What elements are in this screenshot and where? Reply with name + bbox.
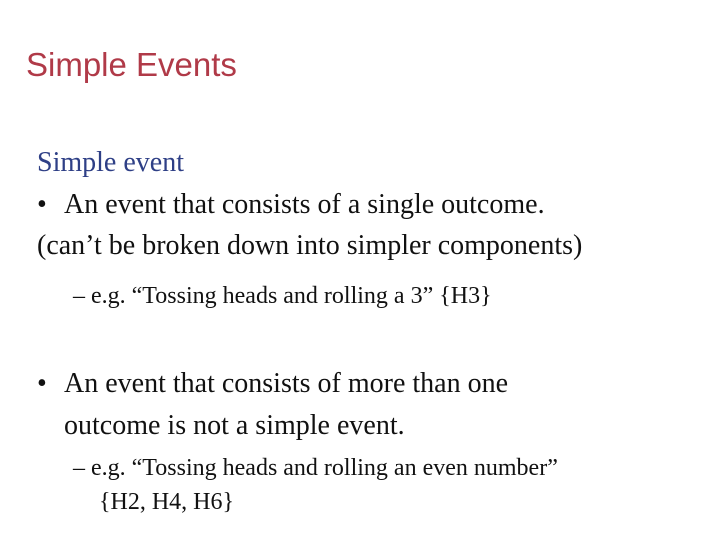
bullet-1-line-2: (can’t be broken down into simpler components) bbox=[37, 230, 583, 261]
bullet-2-example-line-1: – e.g. “Tossing heads and rolling an even number” bbox=[73, 455, 558, 481]
slide-title: Simple Events bbox=[26, 46, 237, 83]
bullet-2-line-2: outcome is not a simple event. bbox=[64, 410, 405, 441]
bullet-2-line-1 bbox=[37, 367, 508, 401]
bullet-1-line-1 bbox=[37, 188, 545, 222]
bullet-2-marker: • bbox=[37, 368, 47, 399]
bullet-1-example: – e.g. “Tossing heads and rolling a 3” {H3} bbox=[73, 283, 492, 309]
bullet-1-marker: • bbox=[37, 189, 47, 220]
bullet-2-text: An event that consists of more than one bbox=[64, 368, 509, 399]
section-heading: Simple event bbox=[37, 147, 184, 178]
bullet-1-text: An event that consists of a single outcome. bbox=[64, 189, 545, 220]
bullet-2-example-line-2: {H2, H4, H6} bbox=[99, 489, 235, 515]
